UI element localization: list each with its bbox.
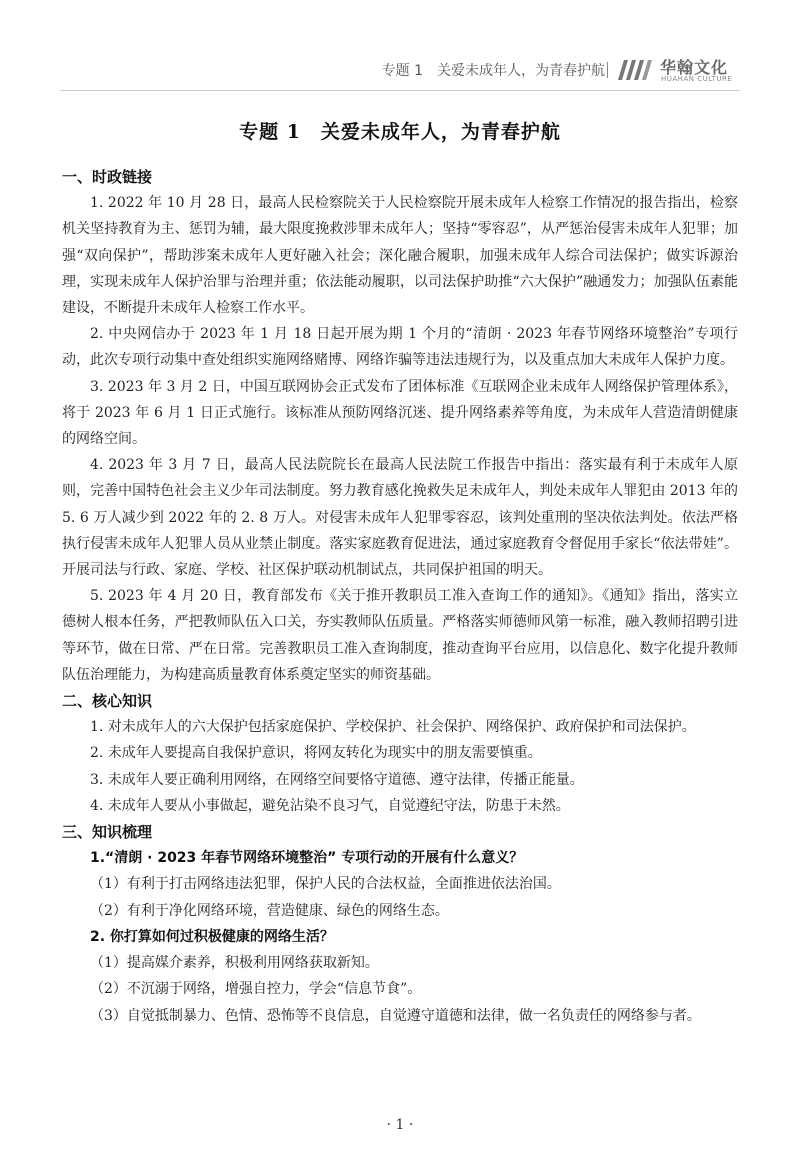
review-question: 2. 你打算如何过积极健康的网络生活？ [90, 928, 334, 945]
page-header [0, 52, 800, 88]
document-body [62, 164, 738, 1029]
core-knowledge-item: 1. 对未成年人的六大保护包括家庭保护、学校保护、社会保护、网络保护、政府保护和司法保护。 [90, 719, 696, 736]
current-affairs-item: 5. 2023 年 4 月 20 日，教育部发布《关于推开教职员工准入查询工作的通知》。《通知》指出，落实立德树人根本任务，严把教师队伍入口关，夯实教师队伍质量。严格落实师德师风第一标准，融入教师招聘引进等环节，做在日常、严在日常。完善教职员工准入查询制度，推动查询平台应用，以信息化、数字化提升教师队伍治理能力，为构建高质量教育体系奠定坚实的师资基础。 [62, 588, 738, 683]
section-heading-current-affairs: 一、时政链接 [62, 168, 153, 186]
logo-subtitle: HUAHAN CULTURE [661, 75, 733, 83]
page-title: 专题 1 关爱未成年人，为青春护航 [239, 121, 561, 143]
core-knowledge-item: 3. 未成年人要正确利用网络，在网络空间要恪守道德、遵守法律，传播正能量。 [90, 771, 584, 788]
core-knowledge-item: 4. 未成年人要从小事做起，避免沾染不良习气，自觉遵纪守法，防患于未然。 [90, 797, 570, 814]
review-question: 1.“清朗 · 2023 年春节网络环境整治” 专项行动的开展有什么意义？ [90, 850, 524, 867]
logo-icon [616, 58, 656, 82]
review-answer: （3）自觉抵制暴力、色情、恐怖等不良信息，自觉遵守道德和法律，做一名负责任的网络参与者。 [90, 1007, 701, 1024]
page-number: · 1 · [386, 1117, 414, 1133]
section-heading-knowledge-review: 三、知识梳理 [62, 823, 153, 842]
current-affairs-item: 4. 2023 年 3 月 7 日，最高人民法院院长在最高人民法院工作报告中指出：落实最有利于未成年人原则，完善中国特色社会主义少年司法制度。努力教育感化挽救失足未成年人，判处未成年人罪犯由 2013 年的 5. 6 万人减少到 2022 年的 2. 8 万人。对侵害未成年人犯罪零容忍，该判处重刑的坚决依法判处。依法严格执行侵害未成年人犯罪人员从业禁止制度。落实家庭教育促进法，通过家庭教育令督促用手家长“依法带娃”。开展司法与行政、家庭、学校、社区保护联动机制试点，共同保护祖国的明天。 [62, 457, 738, 579]
header-divider [607, 62, 608, 78]
review-answer: （2）不沉溺于网络，增强自控力，学会“信息节食”。 [90, 981, 422, 998]
review-answer: （1）有利于打击网络违法犯罪，保护人民的合法权益，全面推进依法治国。 [90, 876, 561, 893]
review-answer: （1）提高媒介素养，积极利用网络获取新知。 [90, 955, 379, 972]
header-rule [60, 90, 740, 91]
core-knowledge-item: 2. 未成年人要提高自我保护意识，将网友转化为现实中的朋友需要慎重。 [90, 745, 542, 762]
logo-name: 华翰文化 [660, 58, 729, 77]
current-affairs-item: 1. 2022 年 10 月 28 日，最高人民检察院关于人民检察院开展未成年人检察工作情况的报告指出，检察机关坚持教育为主、惩罚为辅，最大限度挽救涉罪未成年人；坚持“零容忍”，从严惩治侵害未成年人犯罪；加强“双向保护”，帮助涉案未成年人更好融入社会；深化融合履职，加强未成年人综合司法保护；做实诉源治理，实现未成年人保护治罪与治理并重；依法能动履职，以司法保护助推“六大保护”融通发力；加强队伍素能建设，不断提升未成年人检察工作水平。 [62, 195, 738, 317]
current-affairs-item: 3. 2023 年 3 月 2 日，中国互联网协会正式发布了团体标准《互联网企业未成年人网络保护管理体系》，将于 2023 年 6 月 1 日正式施行。该标准从预防网络沉迷、提升网络素养等角度，为未成年人营造清朗健康的网络空间。 [62, 378, 738, 448]
section-heading-core-knowledge: 二、核心知识 [62, 692, 153, 711]
review-answer: （2）有利于净化网络环境，营造健康、绿色的网络生态。 [90, 902, 449, 919]
running-header: 专题 1 关爱未成年人，为青春护航 [381, 63, 605, 79]
current-affairs-item: 2. 中央网信办于 2023 年 1 月 18 日起开展为期 1 个月的“清朗 · 2023 年春节网络环境整治”专项行动，此次专项行动集中查处组织实施网络赌博、网络诈骗等违法违规行为，以及重点加大未成年人保护力度。 [62, 326, 738, 369]
